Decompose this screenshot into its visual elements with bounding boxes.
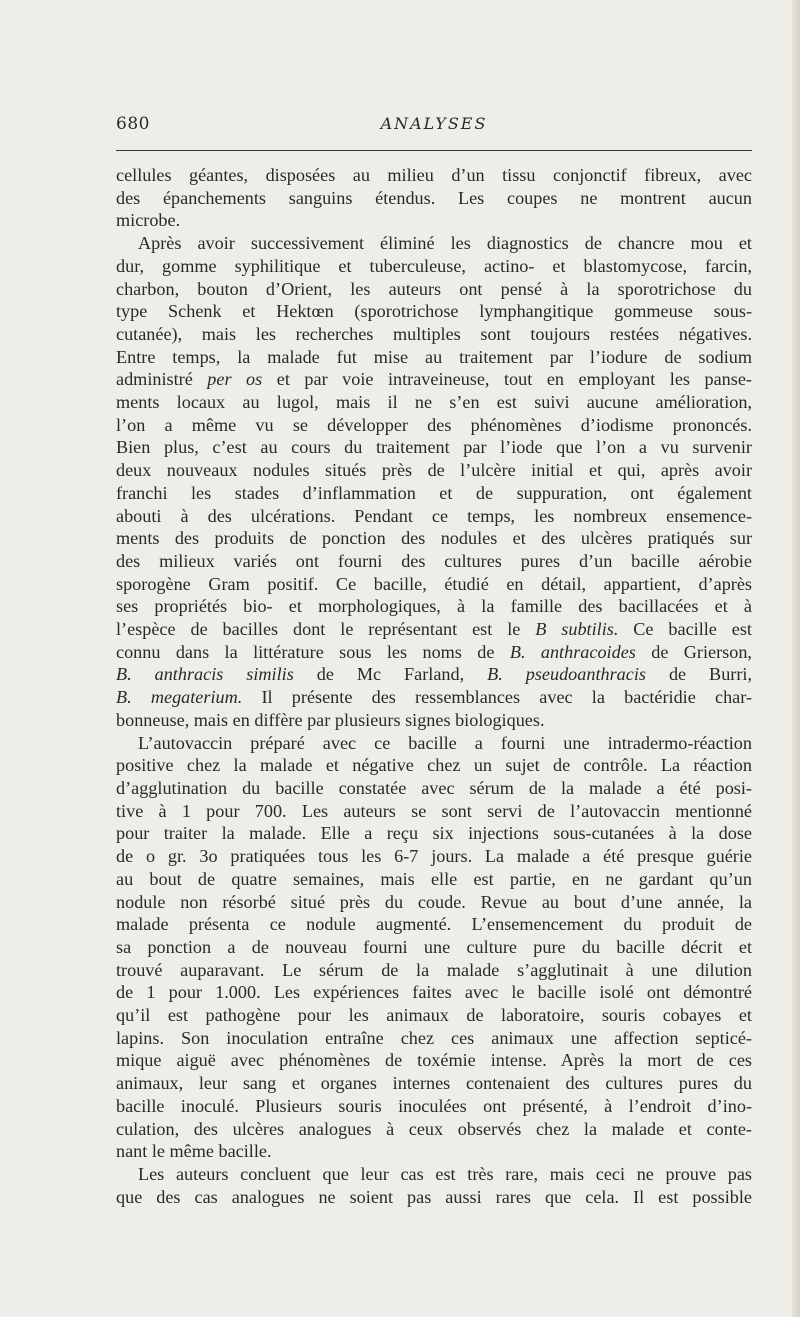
text-line	[116, 187, 752, 210]
text-line	[116, 777, 752, 800]
text-segment: deux nouveaux nodules situés près de l’ulcère initial et qui, après avoir	[116, 460, 752, 481]
text-segment: franchi les stades d’inflammation et de suppuration, ont également	[116, 482, 752, 503]
text-segment: microbe.	[116, 210, 181, 231]
text-line	[116, 709, 752, 732]
text-line	[116, 959, 752, 982]
text-segment: Ce bacille est	[618, 619, 752, 640]
body-text	[116, 164, 752, 1208]
text-line	[116, 346, 752, 369]
text-segment: positive chez la malade et négative chez un sujet de contrôle. La réaction	[116, 755, 752, 776]
italic-text: B. anthracis similis	[116, 664, 294, 685]
text-segment: Entre temps, la malade fut mise au traitement par l’iodure de sodium	[116, 346, 752, 367]
text-line	[116, 936, 752, 959]
text-line	[116, 300, 752, 323]
text-segment: administré	[116, 369, 208, 390]
text-segment: de o gr. 3o pratiquées tous les 6-7 jours. La malade a été presque guérie	[116, 846, 752, 867]
text-segment: dur, gomme syphilitique et tuberculeuse, actino- et blastomycose, farcin,	[116, 255, 752, 276]
text-segment: ments des produits de ponction des nodules et des ulcères pratiqués sur	[116, 528, 752, 549]
text-line	[116, 800, 752, 823]
text-line	[116, 1072, 752, 1095]
text-segment: animaux, leur sang et organes internes contenaient des cultures pures du	[116, 1073, 752, 1094]
text-segment: connu dans la littérature sous les noms de	[116, 641, 510, 662]
text-segment: Les auteurs concluent que leur cas est très rare, mais ceci ne prouve pas	[138, 1163, 752, 1184]
text-segment: de Burri,	[645, 664, 752, 685]
text-line	[116, 255, 752, 278]
page-header	[116, 104, 752, 144]
text-segment: abouti à des ulcérations. Pendant ce temps, les nombreux ensemence-	[116, 505, 752, 526]
text-segment: lapins. Son inoculation entraîne chez ces animaux une affection septicé-	[116, 1027, 752, 1048]
text-line	[116, 1118, 752, 1141]
text-line	[116, 663, 752, 686]
text-line	[116, 1186, 752, 1209]
italic-text: per os	[207, 369, 263, 390]
header-rule	[116, 150, 752, 151]
text-line	[116, 573, 752, 596]
running-head: ANALYSES	[380, 114, 488, 133]
text-line	[116, 1163, 752, 1186]
text-segment: qu’il est pathogène pour les animaux de laboratoire, souris cobayes et	[116, 1005, 752, 1026]
text-line	[116, 482, 752, 505]
text-line	[116, 754, 752, 777]
text-line	[116, 459, 752, 482]
italic-text: B. pseudoanthracis	[487, 664, 646, 685]
text-segment: de 1 pour 1.000. Les expériences faites avec le bacille isolé ont démontré	[116, 982, 752, 1003]
text-segment: bonneuse, mais en diffère par plusieurs signes biologiques.	[116, 709, 545, 730]
text-segment: trouvé auparavant. Le sérum de la malade s’agglutinait à une dilution	[116, 959, 752, 980]
text-segment: Bien plus, c’est au cours du traitement par l’iode que l’on a vu survenir	[116, 437, 752, 458]
text-line	[116, 391, 752, 414]
text-line	[116, 527, 752, 550]
text-line	[116, 845, 752, 868]
italic-text: B. anthracoides	[509, 641, 636, 662]
italic-text: B subtilis.	[535, 619, 619, 640]
text-segment: cutanée), mais les recherches multiples sont toujours restées négatives.	[116, 323, 752, 344]
text-segment: de Mc Farland,	[293, 664, 488, 685]
text-segment: ses propriétés bio- et morphologiques, à la famille des bacillacées et à	[116, 596, 752, 617]
text-line	[116, 209, 752, 232]
text-line	[116, 822, 752, 845]
text-segment: sa ponction a de nouveau fourni une culture pure du bacille décrit et	[116, 936, 752, 957]
text-line	[116, 1004, 752, 1027]
text-segment: Il présente des ressemblances avec la bactéridie char-	[242, 687, 752, 708]
text-segment: L’autovaccin préparé avec ce bacille a fourni une intradermo-réaction	[138, 732, 752, 753]
text-segment: ments locaux au lugol, mais il ne s’en est suivi aucune amélioration,	[116, 392, 752, 413]
text-line	[116, 323, 752, 346]
text-segment: mique aiguë avec phénomènes de toxémie intense. Après la mort de ces	[116, 1050, 752, 1071]
text-segment: type Schenk et Hektœn (sporotrichose lymphangitique gommeuse sous-	[116, 301, 752, 322]
text-segment: malade présenta ce nodule augmenté. L’ensemencement du produit de	[116, 914, 752, 935]
text-line	[116, 232, 752, 255]
text-segment: charbon, bouton d’Orient, les auteurs ont pensé à la sporotrichose du	[116, 278, 752, 299]
text-segment: pour traiter la malade. Elle a reçu six injections sous-cutanées à la dose	[116, 823, 752, 844]
text-segment: nant le même bacille.	[116, 1141, 272, 1162]
text-segment: l’on a même vu se développer des phénomènes d’iodisme prononcés.	[116, 414, 752, 435]
text-line	[116, 278, 752, 301]
text-line	[116, 436, 752, 459]
text-line	[116, 505, 752, 528]
text-segment: des épanchements sanguins étendus. Les coupes ne montrent aucun	[116, 187, 752, 208]
text-line	[116, 981, 752, 1004]
text-segment: l’espèce de bacilles dont le représentant est le	[116, 619, 536, 640]
text-line	[116, 618, 752, 641]
text-line	[116, 686, 752, 709]
text-line	[116, 414, 752, 437]
text-segment: sporogène Gram positif. Ce bacille, étudié en détail, appartient, d’après	[116, 573, 752, 594]
page-edge	[792, 0, 800, 1317]
text-line	[116, 868, 752, 891]
text-line	[116, 913, 752, 936]
text-segment: Après avoir successivement éliminé les diagnostics de chancre mou et	[138, 233, 752, 254]
text-line	[116, 732, 752, 755]
text-line	[116, 368, 752, 391]
text-segment: que des cas analogues ne soient pas aussi rares que cela. Il est possible	[116, 1186, 752, 1207]
text-line	[116, 1095, 752, 1118]
text-segment: d’agglutination du bacille constatée avec sérum de la malade a été posi-	[116, 777, 752, 798]
text-line	[116, 595, 752, 618]
text-segment: de Grierson,	[635, 641, 752, 662]
text-segment: cellules géantes, disposées au milieu d’un tissu conjonctif fibreux, avec	[116, 165, 752, 185]
text-segment: tive à 1 pour 700. Les auteurs se sont servi de l’autovaccin mentionné	[116, 800, 752, 821]
text-line	[116, 641, 752, 664]
text-line	[116, 550, 752, 573]
italic-text: B. megaterium.	[116, 687, 243, 708]
text-line	[116, 1049, 752, 1072]
text-segment: nodule non résorbé situé près du coude. Revue au bout d’une année, la	[116, 891, 752, 912]
text-segment: des milieux variés ont fourni des cultures pures d’un bacille aérobie	[116, 550, 752, 571]
text-segment: bacille inoculé. Plusieurs souris inoculées ont présenté, à l’endroit d’ino-	[116, 1095, 752, 1116]
text-line	[116, 1140, 752, 1163]
text-segment: culation, des ulcères analogues à ceux observés chez la malade et conte-	[116, 1118, 752, 1139]
page-number: 680	[116, 114, 150, 134]
text-line	[116, 1027, 752, 1050]
text-line	[116, 164, 752, 187]
text-segment: et par voie intraveineuse, tout en employant les panse-	[262, 369, 752, 390]
text-line	[116, 891, 752, 914]
text-segment: au bout de quatre semaines, mais elle est partie, en ne gardant qu’un	[116, 868, 752, 889]
